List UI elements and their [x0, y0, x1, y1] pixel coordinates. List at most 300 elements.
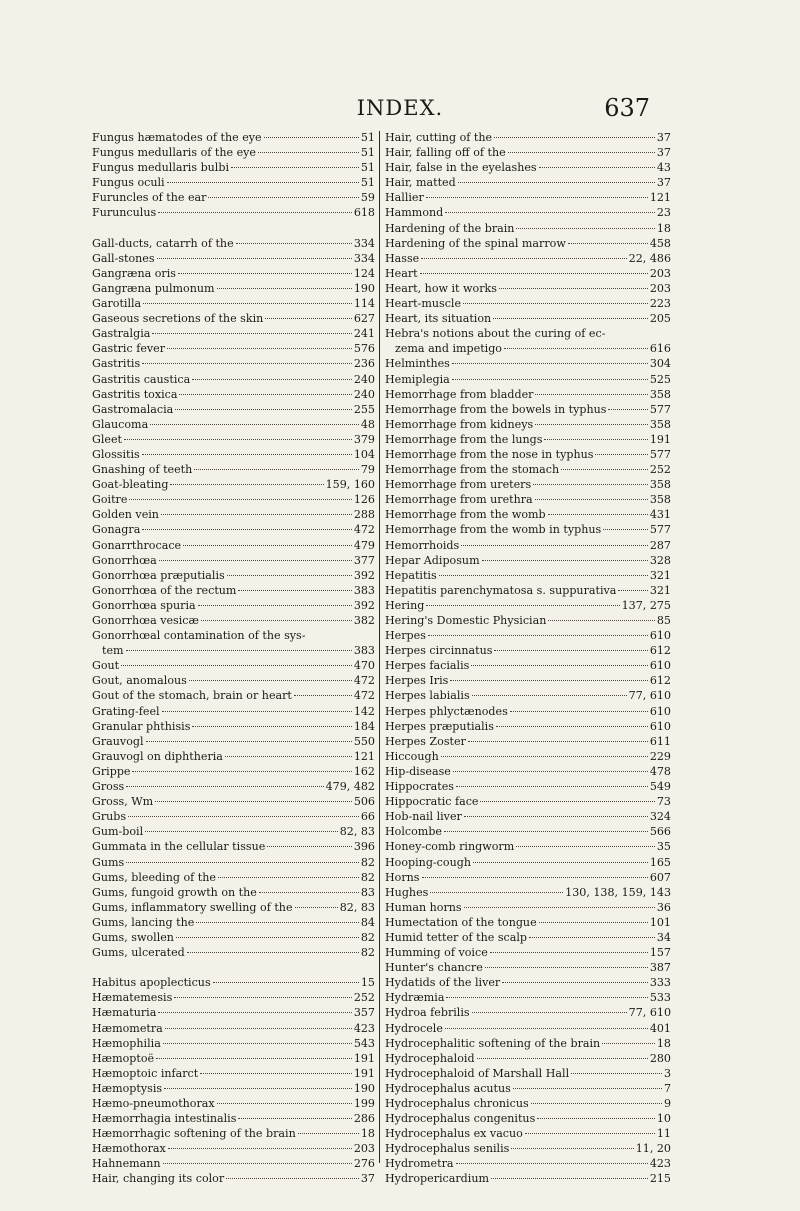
- entry-term: Gout, anomalous: [92, 674, 187, 688]
- entry-term: Goitre: [92, 493, 128, 507]
- dot-leader: [159, 560, 352, 561]
- entry-page-ref: 392: [353, 568, 375, 582]
- entry-term: Gleet: [92, 432, 122, 446]
- index-entry: [92, 402, 375, 417]
- entry-page-ref: 191: [353, 1066, 375, 1080]
- section-spacer: [92, 960, 375, 975]
- index-entry: [92, 945, 375, 960]
- index-entry: [385, 688, 671, 703]
- entry-page-ref: 22, 486: [628, 251, 671, 265]
- entry-page-ref: 35: [656, 840, 671, 854]
- dot-leader: [539, 922, 648, 923]
- dot-leader: [441, 756, 648, 757]
- index-entry: [385, 598, 671, 613]
- dot-leader: [458, 182, 655, 183]
- entry-page-ref: 36: [656, 900, 671, 914]
- entry-page-ref: 18: [656, 1036, 671, 1050]
- dot-leader: [189, 680, 352, 681]
- index-entry: [92, 1005, 375, 1020]
- dot-leader: [468, 741, 648, 742]
- dot-leader: [502, 982, 648, 983]
- entry-page-ref: 15: [360, 976, 375, 990]
- entry-page-ref: 288: [353, 508, 375, 522]
- index-entry: [92, 1111, 375, 1126]
- index-entry: [385, 311, 671, 326]
- dot-leader: [226, 1178, 359, 1179]
- index-entry: [385, 296, 671, 311]
- entry-term: Gums, lancing the: [92, 915, 195, 929]
- entry-term: Hemorrhage from the womb in typhus: [385, 523, 602, 537]
- dot-leader: [426, 605, 619, 606]
- index-entry: [92, 417, 375, 432]
- entry-term: Hair, cutting of the: [385, 131, 493, 144]
- entry-page-ref: 51: [360, 131, 375, 144]
- dot-leader: [264, 137, 359, 138]
- index-entry: [92, 236, 375, 251]
- entry-term: tem: [102, 644, 124, 658]
- entry-page-ref: 165: [649, 855, 671, 869]
- entry-term: Holcombe: [385, 825, 442, 839]
- index-entry: [385, 809, 671, 824]
- dot-leader: [142, 454, 352, 455]
- entry-page-ref: 191: [649, 432, 671, 446]
- entry-page-ref: 431: [649, 508, 671, 522]
- page-header: [0, 96, 800, 120]
- entry-page-ref: 84: [360, 915, 375, 929]
- entry-term: Grating-feel: [92, 704, 160, 718]
- dot-leader: [150, 424, 359, 425]
- dot-leader: [295, 907, 338, 908]
- entry-term: Hæmatemesis: [92, 991, 173, 1005]
- entry-page-ref: 121: [649, 191, 671, 205]
- dot-leader: [126, 786, 323, 787]
- dot-leader: [464, 816, 648, 817]
- dot-leader: [178, 273, 352, 274]
- entry-page-ref: 101: [649, 915, 671, 929]
- index-entry: [92, 749, 375, 764]
- index-entry: [385, 492, 671, 507]
- entry-term: Gastritis toxica: [92, 387, 178, 401]
- index-entry: [92, 432, 375, 447]
- index-entry: [385, 1126, 671, 1141]
- index-entry: [92, 311, 375, 326]
- index-entry: [92, 477, 375, 492]
- index-entry: [385, 568, 671, 583]
- entry-term: Hair, false in the eyelashes: [385, 161, 537, 175]
- dot-leader: [129, 499, 351, 500]
- entry-term: Hydræmia: [385, 991, 445, 1005]
- dot-leader: [602, 1043, 655, 1044]
- dot-leader: [132, 771, 351, 772]
- index-entry: [385, 885, 671, 900]
- index-entry: [92, 1051, 375, 1066]
- dot-leader: [608, 409, 647, 410]
- index-entry: [385, 734, 671, 749]
- entry-page-ref: 130, 138, 159, 143: [565, 885, 671, 899]
- entry-page-ref: 82: [360, 930, 375, 944]
- dot-leader: [485, 967, 648, 968]
- entry-term: Hemorrhage from the bowels in typhus: [385, 402, 607, 416]
- entry-term: Gums: [92, 855, 125, 869]
- entry-term: Horns: [385, 870, 420, 884]
- entry-page-ref: 387: [649, 961, 671, 975]
- entry-page-ref: 82: [360, 855, 375, 869]
- dot-leader: [603, 529, 648, 530]
- entry-term: Grauvogl: [92, 734, 144, 748]
- entry-term: Hydrocephaloid: [385, 1051, 475, 1065]
- index-entry: [92, 824, 375, 839]
- index-entry: [92, 507, 375, 522]
- index-entry: [385, 628, 671, 643]
- entry-page-ref: 157: [649, 946, 671, 960]
- entry-page-ref: 383: [353, 644, 375, 658]
- index-entry: [92, 870, 375, 885]
- entry-page-ref: 616: [649, 342, 671, 356]
- entry-term: Hydrocephalus senilis: [385, 1142, 510, 1156]
- dot-leader: [548, 514, 648, 515]
- entry-term: Gangræna oris: [92, 266, 176, 280]
- entry-term: Humming of voice: [385, 946, 488, 960]
- index-entry: [92, 764, 375, 779]
- dot-leader: [192, 379, 352, 380]
- index-entry: [92, 1066, 375, 1081]
- entry-page-ref: 576: [353, 342, 375, 356]
- index-entry: [385, 1081, 671, 1096]
- entry-term: Hiccough: [385, 749, 439, 763]
- entry-term: Hæmoptysis: [92, 1081, 163, 1095]
- entry-page-ref: 51: [360, 146, 375, 160]
- entry-page-ref: 479, 482: [325, 780, 375, 794]
- dot-leader: [561, 469, 648, 470]
- entry-term: Heart, how it works: [385, 281, 497, 295]
- entry-page-ref: 533: [649, 991, 671, 1005]
- dot-leader: [477, 1058, 648, 1059]
- entry-page-ref: 229: [649, 749, 671, 763]
- dot-leader: [170, 484, 323, 485]
- index-entry: [92, 628, 375, 643]
- entry-term: Hydatids of the liver: [385, 976, 501, 990]
- index-entry: [92, 855, 375, 870]
- index-entry: [385, 538, 671, 553]
- entry-page-ref: 37: [360, 1172, 375, 1186]
- entry-page-ref: 607: [649, 870, 671, 884]
- index-entry: [92, 160, 375, 175]
- entry-page-ref: 37: [656, 176, 671, 190]
- entry-page-ref: 379: [353, 432, 375, 446]
- index-column-right: [385, 130, 671, 1187]
- index-entry: [92, 492, 375, 507]
- entry-page-ref: 121: [353, 749, 375, 763]
- dot-leader: [167, 182, 359, 183]
- index-entry: [92, 734, 375, 749]
- entry-page-ref: 472: [353, 689, 375, 703]
- entry-page-ref: 334: [353, 251, 375, 265]
- entry-page-ref: 506: [353, 795, 375, 809]
- index-entry: [385, 975, 671, 990]
- index-entry: [92, 522, 375, 537]
- entry-term: Gummata in the cellular tissue: [92, 840, 266, 854]
- dot-leader: [231, 167, 359, 168]
- entry-term: Gall-stones: [92, 251, 155, 265]
- entry-term: Hæmothorax: [92, 1142, 166, 1156]
- dot-leader: [168, 1148, 352, 1149]
- index-entry: [92, 1156, 375, 1171]
- entry-term: Hughes: [385, 885, 429, 899]
- dot-leader: [217, 288, 352, 289]
- dot-leader: [163, 1043, 352, 1044]
- dot-leader: [175, 409, 352, 410]
- entry-page-ref: 126: [353, 493, 375, 507]
- entry-term: Fungus hæmatodes of the eye: [92, 131, 262, 144]
- dot-leader: [456, 1163, 648, 1164]
- entry-term: Gout: [92, 659, 120, 673]
- index-entry: [92, 1171, 375, 1186]
- dot-leader: [595, 454, 647, 455]
- entry-term: Gout of the stomach, brain or heart: [92, 689, 292, 703]
- index-entry: [92, 900, 375, 915]
- dot-leader: [499, 288, 648, 289]
- index-column-left: [92, 130, 375, 1187]
- entry-page-ref: 162: [353, 764, 375, 778]
- index-entry: [385, 356, 671, 371]
- index-entry: [385, 477, 671, 492]
- entry-page-ref: 159, 160: [325, 478, 375, 492]
- dot-leader: [267, 846, 352, 847]
- entry-term: Gums, ulcerated: [92, 946, 185, 960]
- entry-page-ref: 612: [649, 644, 671, 658]
- entry-page-ref: 142: [353, 704, 375, 718]
- entry-term: Garotilla: [92, 297, 142, 311]
- entry-term: Hæmo-pneumothorax: [92, 1097, 215, 1110]
- entry-page-ref: 423: [649, 1157, 671, 1171]
- index-entry: [92, 326, 375, 341]
- entry-page-ref: 7: [663, 1081, 671, 1095]
- entry-term: Fungus medullaris bulbi: [92, 161, 230, 175]
- entry-term: Hob-nail liver: [385, 810, 462, 824]
- entry-page-ref: 611: [649, 734, 671, 748]
- entry-page-ref: 252: [649, 463, 671, 477]
- entry-page-ref: 627: [353, 312, 375, 326]
- entry-term: Gastromalacia: [92, 402, 174, 416]
- index-entry: [385, 839, 671, 854]
- entry-term: Hydrocele: [385, 1021, 443, 1035]
- dot-leader: [452, 363, 648, 364]
- dot-leader: [155, 801, 352, 802]
- index-entry: [92, 1141, 375, 1156]
- index-entry: [92, 613, 375, 628]
- entry-page-ref: 324: [649, 810, 671, 824]
- entry-term: Hydrometra: [385, 1157, 454, 1171]
- entry-term: Hemorrhage from the lungs: [385, 432, 543, 446]
- entry-term: Gonorrhœa: [92, 553, 157, 567]
- dot-leader: [491, 1178, 648, 1179]
- entry-term: zema and impetigo: [395, 342, 502, 356]
- dot-leader: [208, 197, 358, 198]
- index-entry: [385, 1036, 671, 1051]
- index-entry: [385, 417, 671, 432]
- dot-leader: [493, 318, 648, 319]
- entry-term: Gonorrhœal contamination of the sys-: [92, 629, 306, 643]
- entry-page-ref: 472: [353, 523, 375, 537]
- entry-page-ref: 203: [649, 266, 671, 280]
- index-entry: [92, 175, 375, 190]
- index-entry: [385, 160, 671, 175]
- entry-term: Furuncles of the ear: [92, 191, 207, 205]
- entry-term: Gums, bleeding of the: [92, 870, 216, 884]
- entry-term: Hammond: [385, 206, 444, 220]
- index-entry: [385, 145, 671, 160]
- dot-leader: [494, 137, 655, 138]
- entry-term: Hydrocephalus acutus: [385, 1081, 511, 1095]
- entry-page-ref: 280: [649, 1051, 671, 1065]
- entry-term: Gonagra: [92, 523, 141, 537]
- entry-page-ref: 223: [649, 297, 671, 311]
- entry-page-ref: 240: [353, 372, 375, 386]
- entry-term: Hemorrhage from the womb: [385, 508, 546, 522]
- dot-leader: [179, 394, 351, 395]
- entry-page-ref: 328: [649, 553, 671, 567]
- entry-term: Humectation of the tongue: [385, 915, 537, 929]
- entry-page-ref: 610: [649, 704, 671, 718]
- index-entry: [385, 779, 671, 794]
- dot-leader: [535, 499, 648, 500]
- dot-leader: [194, 469, 359, 470]
- index-entry: [92, 1036, 375, 1051]
- dot-leader: [444, 831, 648, 832]
- index-entry: [385, 870, 671, 885]
- entry-term: Gonarrthrocace: [92, 538, 182, 552]
- dot-leader: [494, 650, 647, 651]
- dot-leader: [426, 197, 648, 198]
- entry-page-ref: 190: [353, 281, 375, 295]
- entry-term: Hip-disease: [385, 764, 451, 778]
- index-entry: [92, 673, 375, 688]
- entry-term: Human horns: [385, 900, 462, 914]
- index-entry: [385, 372, 671, 387]
- dot-leader: [539, 167, 655, 168]
- entry-page-ref: 392: [353, 598, 375, 612]
- entry-term: Gnashing of teeth: [92, 463, 193, 477]
- dot-leader: [128, 816, 359, 817]
- index-entry: [385, 130, 671, 145]
- index-entry: [385, 930, 671, 945]
- index-entry: [92, 990, 375, 1005]
- dot-leader: [510, 711, 648, 712]
- entry-term: Hæmorrhagia intestinalis: [92, 1112, 237, 1126]
- dot-leader: [504, 348, 648, 349]
- entry-term: Gastralgia: [92, 327, 151, 341]
- entry-page-ref: 3: [663, 1066, 671, 1080]
- entry-page-ref: 577: [649, 402, 671, 416]
- entry-term: Gums, swollen: [92, 930, 174, 944]
- index-entry: [92, 251, 375, 266]
- entry-term: Glaucoma: [92, 417, 149, 431]
- index-entry: [92, 553, 375, 568]
- dot-leader: [508, 152, 655, 153]
- dot-leader: [445, 212, 655, 213]
- entry-page-ref: 383: [353, 583, 375, 597]
- entry-term: Gastric fever: [92, 342, 166, 356]
- entry-page-ref: 215: [649, 1172, 671, 1186]
- entry-term: Hydropericardium: [385, 1172, 489, 1186]
- index-entry: [92, 296, 375, 311]
- index-entry: [92, 266, 375, 281]
- index-entry: [385, 447, 671, 462]
- entry-page-ref: 286: [353, 1112, 375, 1126]
- entry-page-ref: 358: [649, 478, 671, 492]
- entry-term: Granular phthisis: [92, 719, 191, 733]
- entry-page-ref: 423: [353, 1021, 375, 1035]
- entry-page-ref: 241: [353, 327, 375, 341]
- entry-term: Herpes labialis: [385, 689, 470, 703]
- dot-leader: [121, 665, 352, 666]
- index-entry: [385, 402, 671, 417]
- dot-leader: [548, 620, 655, 621]
- dot-leader: [531, 1103, 662, 1104]
- index-entry: [385, 824, 671, 839]
- index-entry: [92, 341, 375, 356]
- index-entry: [92, 1021, 375, 1036]
- dot-leader: [192, 726, 351, 727]
- entry-page-ref: 18: [656, 221, 671, 235]
- entry-page-ref: 240: [353, 387, 375, 401]
- entry-term: Hunter's chancre: [385, 961, 483, 975]
- entry-term: Gangræna pulmonum: [92, 281, 215, 295]
- column-divider: [379, 131, 380, 1163]
- entry-term: Golden vein: [92, 508, 159, 522]
- dot-leader: [516, 846, 655, 847]
- dot-leader: [535, 394, 647, 395]
- entry-page-ref: 566: [649, 825, 671, 839]
- entry-page-ref: 321: [649, 583, 671, 597]
- dot-leader: [571, 1073, 662, 1074]
- entry-page-ref: 357: [353, 1006, 375, 1020]
- dot-leader: [463, 303, 648, 304]
- dot-leader: [161, 514, 352, 515]
- dot-leader: [174, 997, 352, 998]
- entry-page-ref: 184: [353, 719, 375, 733]
- index-entry: [92, 930, 375, 945]
- index-entry: [92, 447, 375, 462]
- entry-term: Honey-comb ringworm: [385, 840, 515, 854]
- entry-page-ref: 10: [656, 1112, 671, 1126]
- index-entry: [92, 568, 375, 583]
- entry-page-ref: 577: [649, 447, 671, 461]
- index-entry: [385, 1171, 671, 1186]
- entry-term: Hydrocephalus congenitus: [385, 1112, 536, 1126]
- entry-page-ref: 59: [360, 191, 375, 205]
- dot-leader: [187, 952, 359, 953]
- entry-term: Gum-boil: [92, 825, 144, 839]
- index-entry: [385, 190, 671, 205]
- dot-leader: [124, 439, 352, 440]
- dot-leader: [143, 303, 352, 304]
- index-entry: [92, 538, 375, 553]
- index-entry: [385, 960, 671, 975]
- dot-leader: [158, 212, 352, 213]
- index-entry: [385, 1005, 671, 1020]
- index-entry: [385, 1111, 671, 1126]
- dot-leader: [238, 1118, 351, 1119]
- dot-leader: [618, 590, 647, 591]
- entry-term: Gums, inflammatory swelling of the: [92, 900, 293, 914]
- entry-term: Habitus apoplecticus: [92, 976, 211, 990]
- entry-page-ref: 610: [649, 629, 671, 643]
- entry-page-ref: 203: [353, 1142, 375, 1156]
- entry-page-ref: 479: [353, 538, 375, 552]
- index-entry: [385, 719, 671, 734]
- entry-term: Heart: [385, 266, 418, 280]
